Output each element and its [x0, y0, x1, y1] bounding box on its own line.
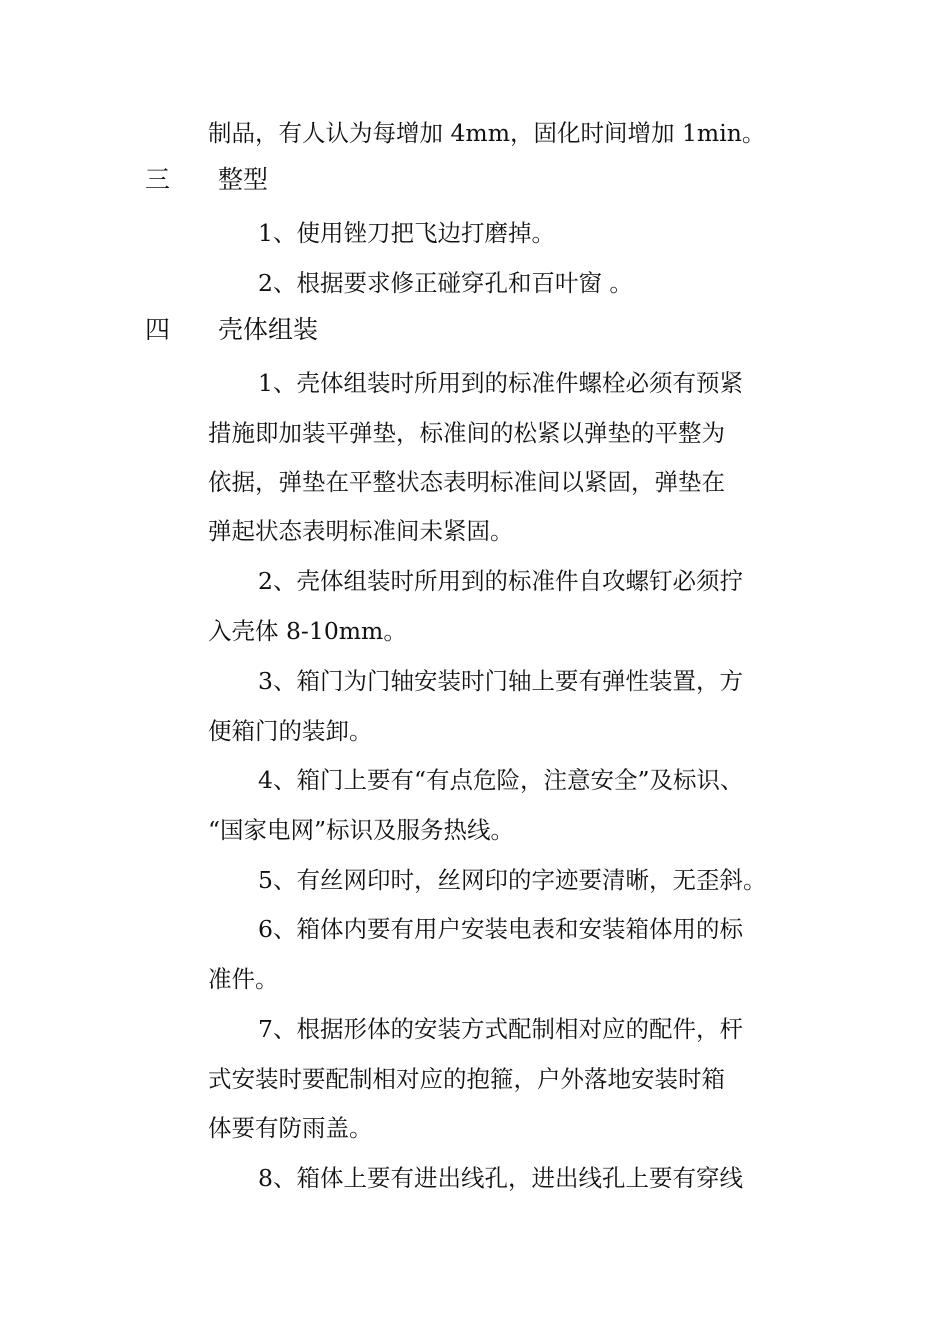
paragraph-line: 6、箱体内要有用户安装电表和安装箱体用的标 — [258, 915, 743, 943]
section-title: 壳体组装 — [218, 315, 319, 344]
paragraph-line: 式安装时要配制相对应的抱箍，户外落地安装时箱 — [208, 1065, 725, 1093]
section-title: 整型 — [218, 165, 269, 194]
paragraph-line: 8、箱体上要有进出线孔，进出线孔上要有穿线 — [258, 1164, 743, 1192]
paragraph-line: 便箱门的装卸。 — [208, 717, 373, 745]
paragraph-line: 5、有丝网印时，丝网印的字迹要清晰，无歪斜。 — [258, 866, 767, 894]
paragraph-line: 体要有防雨盖。 — [208, 1114, 373, 1142]
paragraph-line: 3、箱门为门轴安装时门轴上要有弹性装置，方 — [258, 667, 743, 695]
paragraph-line: 准件。 — [208, 965, 279, 993]
paragraph-line: 制品，有人认为每增加 4mm，固化时间增加 1min。 — [208, 119, 766, 147]
paragraph-line: 2、壳体组装时所用到的标准件自攻螺钉必须拧 — [258, 567, 743, 595]
paragraph-line: 依据，弹垫在平整状态表明标准间以紧固，弹垫在 — [208, 468, 725, 496]
paragraph-line: 1、壳体组装时所用到的标准件螺栓必须有预紧 — [258, 369, 743, 397]
paragraph-line: 4、箱门上要有“有点危险，注意安全”及标识、 — [258, 766, 744, 794]
section-number: 四 — [145, 315, 171, 344]
paragraph-line: 弹起状态表明标准间未紧固。 — [208, 517, 514, 545]
paragraph-line: “国家电网”标识及服务热线。 — [208, 816, 515, 844]
paragraph-line: 入壳体 8-10mm。 — [208, 617, 407, 645]
paragraph-line: 2、根据要求修正碰穿孔和百叶窗 。 — [258, 269, 633, 297]
section-number: 三 — [145, 165, 171, 194]
paragraph-line: 7、根据形体的安装方式配制相对应的配件，杆 — [258, 1015, 743, 1043]
paragraph-line: 措施即加装平弹垫，标准间的松紧以弹垫的平整为 — [208, 419, 725, 447]
paragraph-line: 1、使用锉刀把飞边打磨掉。 — [258, 219, 555, 247]
